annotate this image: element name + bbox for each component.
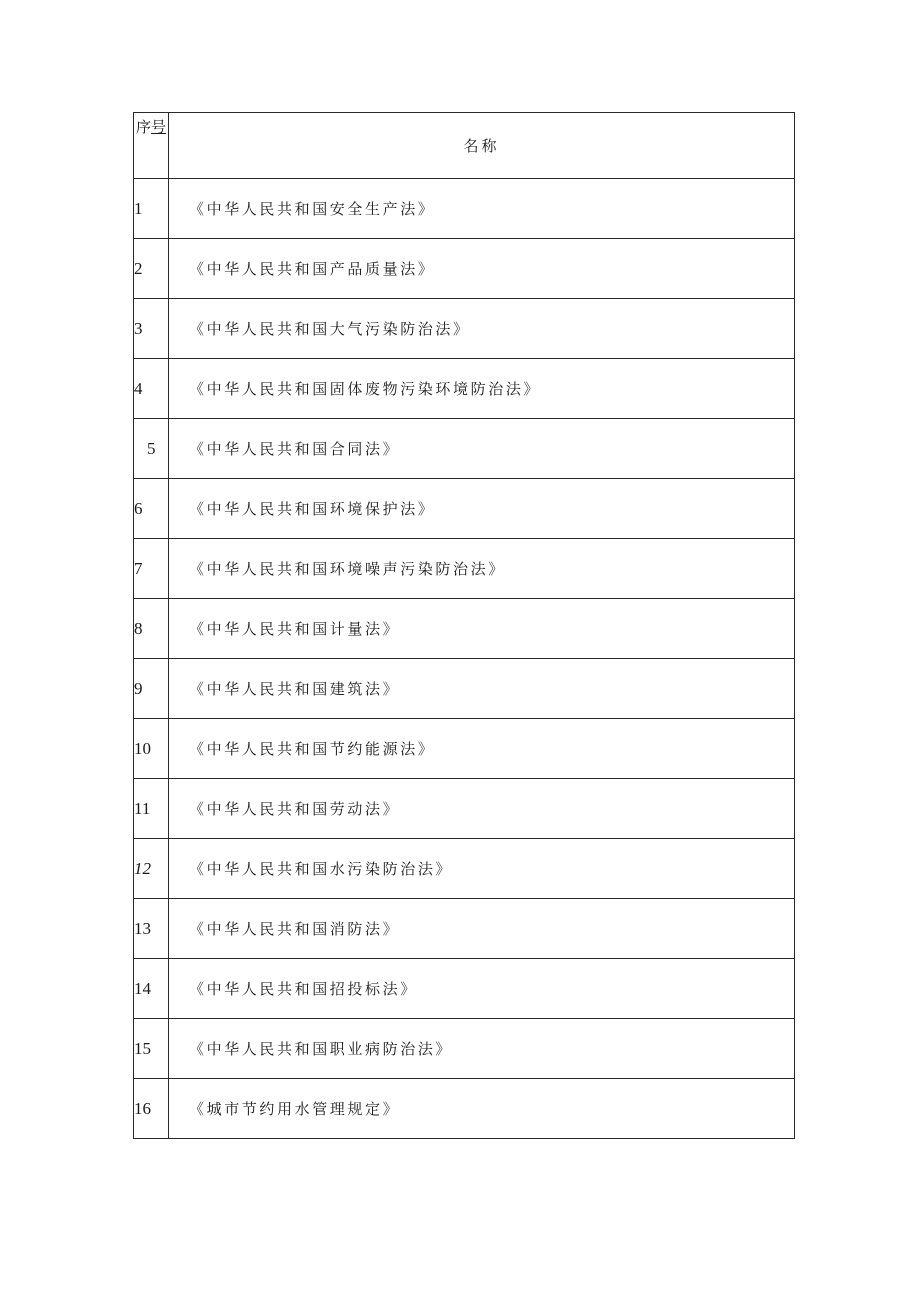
- row-name-cell: [169, 899, 795, 959]
- table-row: [134, 1079, 795, 1139]
- row-name-cell: [169, 959, 795, 1019]
- row-name-cell: [169, 599, 795, 659]
- row-number: 5: [147, 438, 156, 458]
- row-number-cell: [134, 479, 169, 539]
- row-name-cell: [169, 839, 795, 899]
- row-name-cell: [169, 539, 795, 599]
- row-name: 《中华人民共和国职业病防治法》: [189, 1039, 454, 1058]
- table-row: [134, 299, 795, 359]
- header-no-label: [134, 117, 166, 137]
- header-no-main: 序: [136, 118, 152, 136]
- row-number: 11: [134, 798, 151, 818]
- row-name: 《中华人民共和国水污染防治法》: [189, 859, 454, 878]
- table-row: [134, 599, 795, 659]
- table-row: [134, 659, 795, 719]
- row-name: 《中华人民共和国建筑法》: [189, 679, 401, 698]
- table-row: [134, 419, 795, 479]
- row-name: 《中华人民共和国消防法》: [189, 919, 401, 938]
- table-row: [134, 899, 795, 959]
- header-name-label: 名称: [463, 136, 500, 155]
- row-number: 3: [134, 318, 143, 338]
- row-number: 16: [134, 1098, 151, 1118]
- row-name-cell: [169, 659, 795, 719]
- row-name: 《中华人民共和国固体废物污染环境防治法》: [189, 379, 542, 398]
- row-name: 《中华人民共和国环境保护法》: [189, 499, 436, 518]
- row-number: 12: [134, 858, 151, 878]
- row-name-cell: [169, 479, 795, 539]
- row-name: 《中华人民共和国节约能源法》: [189, 739, 436, 758]
- row-name: 《城市节约用水管理规定》: [189, 1099, 401, 1118]
- table-row: [134, 359, 795, 419]
- table-row: [134, 479, 795, 539]
- header-name-cell: [169, 113, 795, 179]
- table-row: [134, 1019, 795, 1079]
- row-name-cell: [169, 359, 795, 419]
- row-number: 9: [134, 678, 143, 698]
- row-number-cell: [134, 719, 169, 779]
- header-no-underlined: 号: [151, 118, 167, 136]
- table-row: [134, 839, 795, 899]
- row-number: 4: [134, 378, 143, 398]
- row-number-cell: [134, 239, 169, 299]
- table-row: [134, 539, 795, 599]
- header-no-cell: [134, 113, 169, 179]
- row-number-cell: [134, 539, 169, 599]
- table-row: [134, 239, 795, 299]
- row-name-cell: [169, 179, 795, 239]
- row-number: 1: [134, 198, 143, 218]
- row-number: 13: [134, 918, 151, 938]
- table-row: [134, 719, 795, 779]
- row-name-cell: [169, 299, 795, 359]
- row-name: 《中华人民共和国环境噪声污染防治法》: [189, 559, 506, 578]
- row-number-cell: [134, 959, 169, 1019]
- row-name: 《中华人民共和国大气污染防治法》: [189, 319, 471, 338]
- row-name: 《中华人民共和国产品质量法》: [189, 259, 436, 278]
- row-number: 8: [134, 618, 143, 638]
- row-number: 6: [134, 498, 143, 518]
- table-header-row: [134, 113, 795, 179]
- row-name: 《中华人民共和国劳动法》: [189, 799, 401, 818]
- row-number-cell: [134, 359, 169, 419]
- row-number: 7: [134, 558, 143, 578]
- row-number-cell: [134, 1019, 169, 1079]
- row-name: 《中华人民共和国招投标法》: [189, 979, 418, 998]
- row-number-cell: [134, 779, 169, 839]
- row-name: 《中华人民共和国计量法》: [189, 619, 401, 638]
- laws-table: [133, 112, 795, 1139]
- row-name-cell: [169, 239, 795, 299]
- row-name-cell: [169, 419, 795, 479]
- row-number-cell: [134, 419, 169, 479]
- row-number: 10: [134, 738, 151, 758]
- row-number-cell: [134, 659, 169, 719]
- table-row: [134, 959, 795, 1019]
- table-row: [134, 779, 795, 839]
- row-name-cell: [169, 779, 795, 839]
- row-name: 《中华人民共和国合同法》: [189, 439, 401, 458]
- row-name-cell: [169, 719, 795, 779]
- row-number-cell: [134, 899, 169, 959]
- table-row: [134, 179, 795, 239]
- row-number: 2: [134, 258, 143, 278]
- row-number-cell: [134, 1079, 169, 1139]
- row-number-cell: [134, 299, 169, 359]
- row-number-cell: [134, 599, 169, 659]
- row-name: 《中华人民共和国安全生产法》: [189, 199, 436, 218]
- row-number: 14: [134, 978, 151, 998]
- row-number-cell: [134, 179, 169, 239]
- row-name-cell: [169, 1019, 795, 1079]
- row-name-cell: [169, 1079, 795, 1139]
- row-number: 15: [134, 1038, 151, 1058]
- row-number-cell: [134, 839, 169, 899]
